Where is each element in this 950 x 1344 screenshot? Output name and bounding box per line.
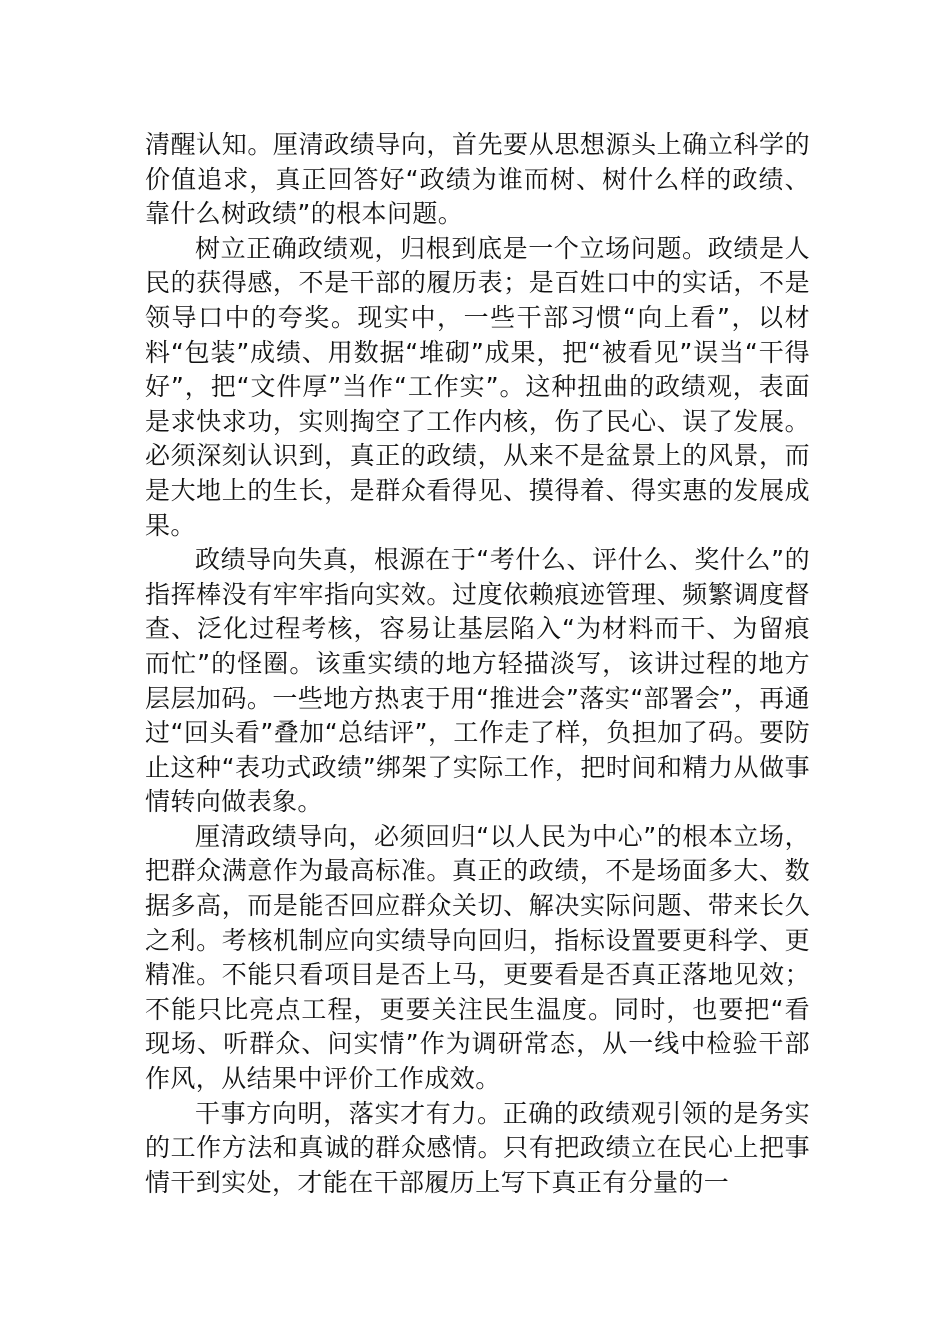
paragraph-4: 厘清政绩导向，必须回归“以人民为中心”的根本立场，把群众满意作为最高标准。真正的政绩，不是场面多大、数据多高，而是能否回应群众关切、解决实际问题、带来长久之利。考核机制应向实绩导向回归，指标设置要更科学、更精准。不能只看项目是否上马，更要看是否真正落地见效；不能只比亮点工程，更要关注民生温度。同时，也要把“看现场、听群众、问实情”作为调研常态，从一线中检验干部作风，从结果中评价工作成效。: [145, 821, 810, 1094]
paragraph-2: 树立正确政绩观，归根到底是一个立场问题。政绩是人民的获得感，不是干部的履历表；是百姓口中的实话，不是领导口中的夸奖。现实中，一些干部习惯“向上看”，以材料“包装”成绩、用数据“堆砌”成果，把“被看见”误当“干得好”，把“文件厚”当作“工作实”。这种扭曲的政绩观，表面是求快求功，实则掏空了工作内核，伤了民心、误了发展。必须深刻认识到，真正的政绩，从来不是盆景上的风景，而是大地上的生长，是群众看得见、摸得着、得实惠的发展成果。: [145, 233, 810, 540]
paragraph-5: 干事方向明，落实才有力。正确的政绩观引领的是务实的工作方法和真诚的群众感情。只有把政绩立在民心上把事情干到实处，才能在干部履历上写下真正有分量的一: [145, 1098, 810, 1197]
paragraph-1: 清醒认知。厘清政绩导向，首先要从思想源头上确立科学的价值追求，真正回答好“政绩为谁而树、树什么样的政绩、靠什么树政绩”的根本问题。: [145, 130, 810, 229]
document-body: [145, 128, 810, 1200]
paragraph-3: 政绩导向失真，根源在于“考什么、评什么、奖什么”的指挥棒没有牢牢指向实效。过度依赖痕迹管理、频繁调度督查、泛化过程考核，容易让基层陷入“为材料而干、为留痕而忙”的怪圈。该重实绩的地方轻描淡写，该讲过程的地方层层加码。一些地方热衷于用“推进会”落实“部署会”，再通过“回头看”叠加“总结评”，工作走了样，负担加了码。要防止这种“表功式政绩”绑架了实际工作，把时间和精力从做事情转向做表象。: [145, 545, 810, 817]
